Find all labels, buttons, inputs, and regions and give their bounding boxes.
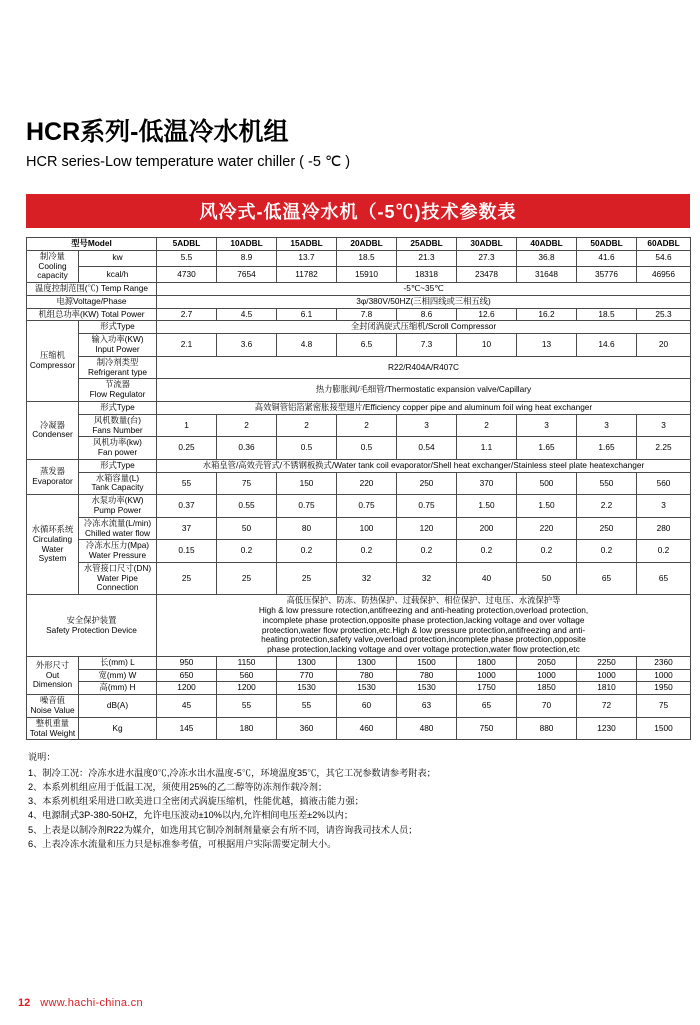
weight-label: 整机重量 Total Weight bbox=[27, 717, 79, 740]
water-pressure-label: 冷冻水压力(Mpa) Water Pressure bbox=[79, 540, 157, 563]
kw-4: 21.3 bbox=[397, 250, 457, 266]
tank-capacity-4: 250 bbox=[397, 472, 457, 495]
water-pressure-3: 0.2 bbox=[337, 540, 397, 563]
model-5: 30ADBL bbox=[457, 238, 517, 251]
weight-3: 460 bbox=[337, 717, 397, 740]
comp-input-0: 2.1 bbox=[157, 334, 217, 357]
length-label: 长(mm) L bbox=[79, 656, 157, 669]
table-row-chilled-flow bbox=[27, 517, 691, 540]
length-8: 2360 bbox=[637, 656, 691, 669]
fan-power-3: 0.5 bbox=[337, 437, 397, 460]
kw-label: kw bbox=[79, 250, 157, 266]
comp-input-2: 4.8 bbox=[277, 334, 337, 357]
kw-6: 36.8 bbox=[517, 250, 577, 266]
table-row-safety bbox=[27, 595, 691, 657]
pipe-connection-2: 25 bbox=[277, 562, 337, 594]
weight-5: 750 bbox=[457, 717, 517, 740]
fan-power-6: 1.65 bbox=[517, 437, 577, 460]
kw-2: 13.7 bbox=[277, 250, 337, 266]
noise-3: 60 bbox=[337, 695, 397, 718]
length-2: 1300 bbox=[277, 656, 337, 669]
water-pressure-4: 0.2 bbox=[397, 540, 457, 563]
chilled-flow-0: 37 bbox=[157, 517, 217, 540]
length-4: 1500 bbox=[397, 656, 457, 669]
note-item-1: 1、制冷工况：冷冻水进水温度0℃,冷冻水出水温度-5℃，环境温度35℃，其它工况参数请参考附表； bbox=[28, 767, 436, 778]
fan-power-8: 2.25 bbox=[637, 437, 691, 460]
table-row-evap-type bbox=[27, 459, 691, 472]
table-row-pump-power bbox=[27, 495, 691, 518]
page-title-en: HCR series-Low temperature water chiller ( -5 ℃ ) bbox=[26, 154, 351, 170]
table-row-fans-number bbox=[27, 414, 691, 437]
fan-power-0: 0.25 bbox=[157, 437, 217, 460]
height-7: 1810 bbox=[577, 682, 637, 695]
width-label: 宽(mm) W bbox=[79, 669, 157, 682]
chilled-flow-5: 200 bbox=[457, 517, 517, 540]
pipe-connection-4: 32 bbox=[397, 562, 457, 594]
flow-regulator-value: 热力膨胀阀/毛细管/Thermostatic expansion valve/Capillary bbox=[157, 379, 691, 402]
section-banner bbox=[26, 194, 690, 228]
safety-label: 安全保护装置 Safety Protection Device bbox=[27, 595, 157, 657]
total-power-5: 12.6 bbox=[457, 308, 517, 321]
pump-power-4: 0.75 bbox=[397, 495, 457, 518]
compressor-label: 压缩机 Compressor bbox=[27, 321, 79, 401]
voltage-value: 3φ/380V/50HZ(三相四线或三相五线) bbox=[157, 295, 691, 308]
table-row-water-pressure bbox=[27, 540, 691, 563]
noise-1: 55 bbox=[217, 695, 277, 718]
pump-power-0: 0.37 bbox=[157, 495, 217, 518]
table-row-weight bbox=[27, 717, 691, 740]
height-4: 1530 bbox=[397, 682, 457, 695]
chilled-flow-1: 50 bbox=[217, 517, 277, 540]
kcal-4: 18318 bbox=[397, 266, 457, 282]
width-1: 560 bbox=[217, 669, 277, 682]
note-item-6: 6、上表冷冻水流量和压力只是标准参考值，可根据用户实际需要定制大小。 bbox=[28, 838, 337, 849]
water-pressure-5: 0.2 bbox=[457, 540, 517, 563]
total-power-label: 机组总功率(KW) Total Power bbox=[27, 308, 157, 321]
table-row-noise bbox=[27, 695, 691, 718]
total-power-8: 25.3 bbox=[637, 308, 691, 321]
fans-number-2: 2 bbox=[277, 414, 337, 437]
pipe-connection-1: 25 bbox=[217, 562, 277, 594]
water-pressure-8: 0.2 bbox=[637, 540, 691, 563]
width-3: 780 bbox=[337, 669, 397, 682]
table-row-cooling-kw bbox=[27, 250, 691, 266]
condenser-label: 冷凝器 Condenser bbox=[27, 401, 79, 459]
comp-input-1: 3.6 bbox=[217, 334, 277, 357]
height-label: 高(mm) H bbox=[79, 682, 157, 695]
pump-power-6: 1.50 bbox=[517, 495, 577, 518]
chilled-flow-2: 80 bbox=[277, 517, 337, 540]
length-7: 2250 bbox=[577, 656, 637, 669]
cond-type-value: 高效铜管铝箔紧密胀接型翅片/Efficiency copper pipe and aluminum foil wing heat exchanger bbox=[157, 401, 691, 414]
pipe-connection-label: 水管接口尺寸(DN) Water Pipe Connection bbox=[79, 562, 157, 594]
comp-input-4: 7.3 bbox=[397, 334, 457, 357]
noise-7: 72 bbox=[577, 695, 637, 718]
table-row-cooling-kcal bbox=[27, 266, 691, 282]
comp-input-5: 10 bbox=[457, 334, 517, 357]
comp-input-3: 6.5 bbox=[337, 334, 397, 357]
noise-8: 75 bbox=[637, 695, 691, 718]
fan-power-label: 风机功率(kw) Fan power bbox=[79, 437, 157, 460]
weight-unit: Kg bbox=[79, 717, 157, 740]
water-pressure-0: 0.15 bbox=[157, 540, 217, 563]
refrigerant-label: 制冷剂类型 Refrigerant type bbox=[79, 356, 157, 379]
fan-power-5: 1.1 bbox=[457, 437, 517, 460]
table-row-comp-type bbox=[27, 321, 691, 334]
kcal-label: kcal/h bbox=[79, 266, 157, 282]
weight-4: 480 bbox=[397, 717, 457, 740]
fans-number-8: 3 bbox=[637, 414, 691, 437]
height-3: 1530 bbox=[337, 682, 397, 695]
fans-number-0: 1 bbox=[157, 414, 217, 437]
noise-2: 55 bbox=[277, 695, 337, 718]
table-row-total-power bbox=[27, 308, 691, 321]
fans-number-7: 3 bbox=[577, 414, 637, 437]
pump-power-1: 0.55 bbox=[217, 495, 277, 518]
table-row-height bbox=[27, 682, 691, 695]
model-6: 40ADBL bbox=[517, 238, 577, 251]
safety-value: 高低压保护、防冻、防热保护、过载保护、相位保护、过电压、水流保护等 High & low pressure rotection,antifreezing and anti-heating protection,overload protection, incomplete phase protection,opposite phase protection,lacking voltage and over voltage protection,water flow protection,etc.High & low pressure protection,antifreezing and anti- heating protection,safety valve,overload protection,incomplete phase protection,opposite phase protection,lacking voltage and over voltage protection,water flow protection,etc bbox=[157, 595, 691, 657]
height-0: 1200 bbox=[157, 682, 217, 695]
footer-url[interactable]: www.hachi-china.cn bbox=[40, 997, 143, 1009]
flow-regulator-label: 节流器 Flow Regulator bbox=[79, 379, 157, 402]
length-3: 1300 bbox=[337, 656, 397, 669]
table-row-temp-range bbox=[27, 283, 691, 296]
kcal-1: 7654 bbox=[217, 266, 277, 282]
table-row-cond-type bbox=[27, 401, 691, 414]
kcal-7: 35776 bbox=[577, 266, 637, 282]
total-power-3: 7.8 bbox=[337, 308, 397, 321]
note-item-3: 3、本系列机组采用进口欧美进口全密闭式涡旋压缩机，性能优越，搞液击能力强； bbox=[28, 796, 364, 807]
cooling-capacity-label: 制冷量 Cooling capacity bbox=[27, 250, 79, 282]
page-number: 12 bbox=[18, 997, 31, 1009]
comp-type-value: 全封闭涡旋式压缩机/Scroll Compressor bbox=[157, 321, 691, 334]
water-system-label: 水循环系统 Circulating Water System bbox=[27, 495, 79, 595]
comp-input-8: 20 bbox=[637, 334, 691, 357]
total-power-7: 18.5 bbox=[577, 308, 637, 321]
pipe-connection-6: 50 bbox=[517, 562, 577, 594]
pump-power-7: 2.2 bbox=[577, 495, 637, 518]
noise-5: 65 bbox=[457, 695, 517, 718]
fans-number-label: 风机数量(台) Fans Number bbox=[79, 414, 157, 437]
voltage-label: 电源Voltage/Phase bbox=[27, 295, 157, 308]
page-footer bbox=[18, 997, 143, 1009]
width-8: 1000 bbox=[637, 669, 691, 682]
evaporator-label: 蒸发器 Evaporator bbox=[27, 459, 79, 494]
pipe-connection-3: 32 bbox=[337, 562, 397, 594]
kcal-3: 15910 bbox=[337, 266, 397, 282]
chilled-flow-label: 冷冻水流量(L/min) Chilled water flow bbox=[79, 517, 157, 540]
width-7: 1000 bbox=[577, 669, 637, 682]
width-2: 770 bbox=[277, 669, 337, 682]
pipe-connection-7: 65 bbox=[577, 562, 637, 594]
tank-capacity-6: 500 bbox=[517, 472, 577, 495]
comp-input-6: 13 bbox=[517, 334, 577, 357]
length-1: 1150 bbox=[217, 656, 277, 669]
tank-capacity-label: 水箱容量(L) Tank Capacity bbox=[79, 472, 157, 495]
kw-1: 8.9 bbox=[217, 250, 277, 266]
kw-3: 18.5 bbox=[337, 250, 397, 266]
table-row-model bbox=[27, 238, 691, 251]
chilled-flow-7: 250 bbox=[577, 517, 637, 540]
chilled-flow-6: 220 bbox=[517, 517, 577, 540]
total-power-2: 6.1 bbox=[277, 308, 337, 321]
model-0: 5ADBL bbox=[157, 238, 217, 251]
note-item-4: 4、电源制式3P-380-50HZ，允许电压波动±10%以内,允许相间电压差±2%以内； bbox=[28, 810, 354, 821]
temp-range-label: 温度控制范围(℃) Temp Range bbox=[27, 283, 157, 296]
model-7: 50ADBL bbox=[577, 238, 637, 251]
chilled-flow-3: 100 bbox=[337, 517, 397, 540]
weight-6: 880 bbox=[517, 717, 577, 740]
spec-table bbox=[26, 237, 691, 740]
table-row-width bbox=[27, 669, 691, 682]
kcal-0: 4730 bbox=[157, 266, 217, 282]
model-2: 15ADBL bbox=[277, 238, 337, 251]
water-pressure-6: 0.2 bbox=[517, 540, 577, 563]
total-power-1: 4.5 bbox=[217, 308, 277, 321]
table-row-refrigerant bbox=[27, 356, 691, 379]
model-3: 20ADBL bbox=[337, 238, 397, 251]
tank-capacity-2: 150 bbox=[277, 472, 337, 495]
tank-capacity-7: 550 bbox=[577, 472, 637, 495]
table-row-pipe-connection bbox=[27, 562, 691, 594]
weight-0: 145 bbox=[157, 717, 217, 740]
length-0: 950 bbox=[157, 656, 217, 669]
banner-label: 风冷式-低温冷水机（-5℃)技术参数表 bbox=[199, 202, 517, 222]
model-1: 10ADBL bbox=[217, 238, 277, 251]
pump-power-5: 1.50 bbox=[457, 495, 517, 518]
note-item-2: 2、本系列机组应用于低温工况，须使用25%的乙二醇等防冻剂作载冷剂； bbox=[28, 781, 328, 792]
height-8: 1950 bbox=[637, 682, 691, 695]
pump-power-8: 3 bbox=[637, 495, 691, 518]
length-6: 2050 bbox=[517, 656, 577, 669]
tank-capacity-1: 75 bbox=[217, 472, 277, 495]
refrigerant-value: R22/R404A/R407C bbox=[157, 356, 691, 379]
comp-input-7: 14.6 bbox=[577, 334, 637, 357]
noise-4: 63 bbox=[397, 695, 457, 718]
fans-number-6: 3 bbox=[517, 414, 577, 437]
model-4: 25ADBL bbox=[397, 238, 457, 251]
kw-0: 5.5 bbox=[157, 250, 217, 266]
fan-power-4: 0.54 bbox=[397, 437, 457, 460]
tank-capacity-3: 220 bbox=[337, 472, 397, 495]
kcal-6: 31648 bbox=[517, 266, 577, 282]
noise-unit: dB(A) bbox=[79, 695, 157, 718]
table-row-length bbox=[27, 656, 691, 669]
height-2: 1530 bbox=[277, 682, 337, 695]
pump-power-2: 0.75 bbox=[277, 495, 337, 518]
evap-type-value: 水箱皇管/高效壳管式/不锈钢板换式/Water tank coil evaporator/Shell heat exchanger/Stainless steel plate heatexchanger bbox=[157, 459, 691, 472]
table-row-flow-regulator bbox=[27, 379, 691, 402]
kcal-5: 23478 bbox=[457, 266, 517, 282]
comp-type-label: 形式Type bbox=[79, 321, 157, 334]
notes-title: 说明： bbox=[28, 752, 56, 763]
pump-power-3: 0.75 bbox=[337, 495, 397, 518]
fans-number-3: 2 bbox=[337, 414, 397, 437]
fans-number-1: 2 bbox=[217, 414, 277, 437]
table-row-comp-input bbox=[27, 334, 691, 357]
pipe-connection-5: 40 bbox=[457, 562, 517, 594]
kcal-2: 11782 bbox=[277, 266, 337, 282]
height-6: 1850 bbox=[517, 682, 577, 695]
kw-8: 54.6 bbox=[637, 250, 691, 266]
chilled-flow-4: 120 bbox=[397, 517, 457, 540]
width-0: 650 bbox=[157, 669, 217, 682]
noise-0: 45 bbox=[157, 695, 217, 718]
total-power-0: 2.7 bbox=[157, 308, 217, 321]
noise-label: 噪音值 Noise Value bbox=[27, 695, 79, 718]
table-row-tank-capacity bbox=[27, 472, 691, 495]
page-title-cn: HCR系列-低温冷水机组 bbox=[26, 118, 289, 146]
note-item-5: 5、上表是以制冷剂R22为媒介，如选用其它制冷剂制剂量豪会有所不同，请咨询我司技术人员； bbox=[28, 824, 418, 835]
dimension-label: 外形尺寸 Out Dimension bbox=[27, 656, 79, 694]
weight-1: 180 bbox=[217, 717, 277, 740]
kw-7: 41.6 bbox=[577, 250, 637, 266]
height-5: 1750 bbox=[457, 682, 517, 695]
notes-section bbox=[28, 750, 682, 851]
water-pressure-2: 0.2 bbox=[277, 540, 337, 563]
model-label: 型号Model bbox=[27, 238, 157, 251]
pipe-connection-8: 65 bbox=[637, 562, 691, 594]
total-power-6: 16.2 bbox=[517, 308, 577, 321]
model-8: 60ADBL bbox=[637, 238, 691, 251]
fans-number-5: 2 bbox=[457, 414, 517, 437]
temp-range-value: -5℃~35℃ bbox=[157, 283, 691, 296]
width-5: 1000 bbox=[457, 669, 517, 682]
fan-power-1: 0.36 bbox=[217, 437, 277, 460]
tank-capacity-5: 370 bbox=[457, 472, 517, 495]
water-pressure-7: 0.2 bbox=[577, 540, 637, 563]
weight-2: 360 bbox=[277, 717, 337, 740]
width-4: 780 bbox=[397, 669, 457, 682]
fans-number-4: 3 bbox=[397, 414, 457, 437]
tank-capacity-0: 55 bbox=[157, 472, 217, 495]
table-row-fan-power bbox=[27, 437, 691, 460]
weight-8: 1500 bbox=[637, 717, 691, 740]
chilled-flow-8: 280 bbox=[637, 517, 691, 540]
width-6: 1000 bbox=[517, 669, 577, 682]
height-1: 1200 bbox=[217, 682, 277, 695]
comp-input-label: 输入功率(KW) Input Power bbox=[79, 334, 157, 357]
kcal-8: 46956 bbox=[637, 266, 691, 282]
cond-type-label: 形式Type bbox=[79, 401, 157, 414]
kw-5: 27.3 bbox=[457, 250, 517, 266]
fan-power-7: 1.65 bbox=[577, 437, 637, 460]
pipe-connection-0: 25 bbox=[157, 562, 217, 594]
length-5: 1800 bbox=[457, 656, 517, 669]
table-row-voltage bbox=[27, 295, 691, 308]
fan-power-2: 0.5 bbox=[277, 437, 337, 460]
total-power-4: 8.6 bbox=[397, 308, 457, 321]
weight-7: 1230 bbox=[577, 717, 637, 740]
tank-capacity-8: 560 bbox=[637, 472, 691, 495]
noise-6: 70 bbox=[517, 695, 577, 718]
water-pressure-1: 0.2 bbox=[217, 540, 277, 563]
evap-type-label: 形式Type bbox=[79, 459, 157, 472]
pump-power-label: 水泵功率(KW) Pump Power bbox=[79, 495, 157, 518]
